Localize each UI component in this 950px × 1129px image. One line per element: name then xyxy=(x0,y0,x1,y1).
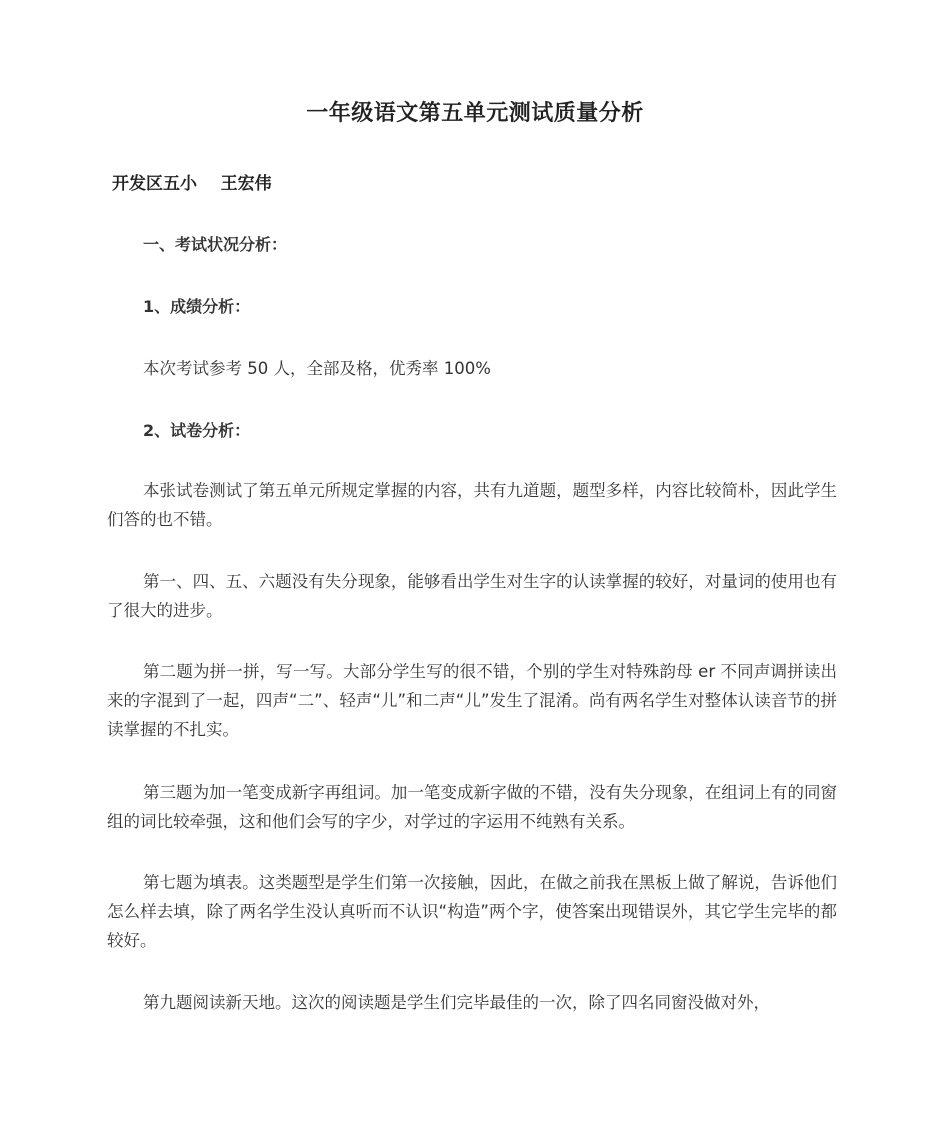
paragraph: 第九题阅读新天地。这次的阅读题是学生们完毕最佳的一次，除了四名同窗没做对外， xyxy=(143,993,770,1012)
section-heading-exam-analysis: 一、考试状况分析： xyxy=(143,235,288,254)
paragraph: 本张试卷测试了第五单元所规定掌握的内容，共有九道题，题型多样，内容比较简朴，因此学生们答的也不错。 xyxy=(107,481,837,529)
subheading-paper-analysis: 2、试卷分析： xyxy=(143,421,251,440)
paragraph: 第三题为加一笔变成新字再组词。加一笔变成新字做的不错，没有失分现象，在组词上有的同窗组的词比较牵强，这和他们会写的字少，对学过的字运用不纯熟有关系。 xyxy=(107,783,837,831)
paragraph: 第一、四、五、六题没有失分现象，能够看出学生对生字的认读掌握的较好，对量词的使用也有了很大的进步。 xyxy=(107,572,837,620)
subheading-score-analysis: 1、成绩分析： xyxy=(143,297,251,316)
score-summary-text: 本次考试参考 50 人，全部及格，优秀率 100% xyxy=(143,359,491,378)
author-line: 开发区五小 王宏伟 xyxy=(112,174,272,194)
paragraph: 第二题为拼一拼，写一写。大部分学生写的很不错，个别的学生对特殊韵母 er 不同声调拼读出来的字混到了一起，四声“二”、轻声“儿”和二声“儿”发生了混淆。尚有两名学生对整体认读音节的拼读掌握的不扎实。 xyxy=(107,662,837,739)
document-title: 一年级语文第五单元测试质量分析 xyxy=(306,101,644,126)
paragraph: 第七题为填表。这类题型是学生们第一次接触，因此，在做之前我在黑板上做了解说，告诉他们怎么样去填，除了两名学生没认真听而不认识“构造”两个字，使答案出现错误外，其它学生完毕的都较好。 xyxy=(107,873,837,950)
